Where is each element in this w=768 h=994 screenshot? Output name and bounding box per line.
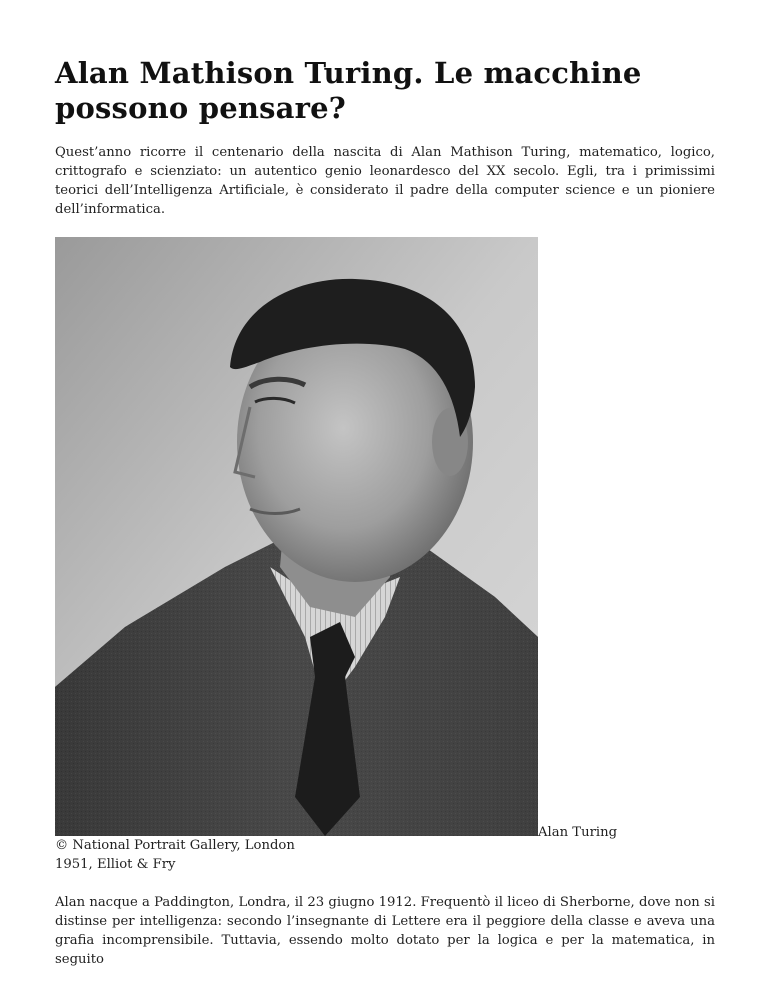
credit-line: 1951, Elliot & Fry — [55, 857, 176, 872]
portrait-figure — [55, 237, 715, 873]
article-title: Alan Mathison Turing. Le macchine possono pensare? — [55, 56, 642, 125]
figure-credit — [55, 836, 295, 874]
figure-caption: Alan Turing — [538, 825, 618, 840]
body-paragraph: Alan nacque a Paddington, Londra, il 23 giugno 1912. Frequentò il liceo di Sherborne, dove non si distinse per intelligenza: secondo l’insegnante di Lettere era il peggiore della classe e aveva una grafia incomprensibile. Tuttavia, essendo molto dotato per la logica e per la matematica, in seguito — [55, 895, 715, 967]
portrait-photo — [55, 237, 538, 836]
article — [55, 0, 715, 969]
credit-line: © National Portrait Gallery, London — [55, 838, 295, 853]
intro-paragraph: Quest’anno ricorre il centenario della nascita di Alan Mathison Turing, matematico, logico, crittografo e scienziato: un autentico genio leonardesco del XX secolo. Egli, tra i primissimi teorici dell’Intelligenza Artificiale, è considerato il padre della computer science e un pioniere dell’informatica. — [55, 145, 715, 217]
